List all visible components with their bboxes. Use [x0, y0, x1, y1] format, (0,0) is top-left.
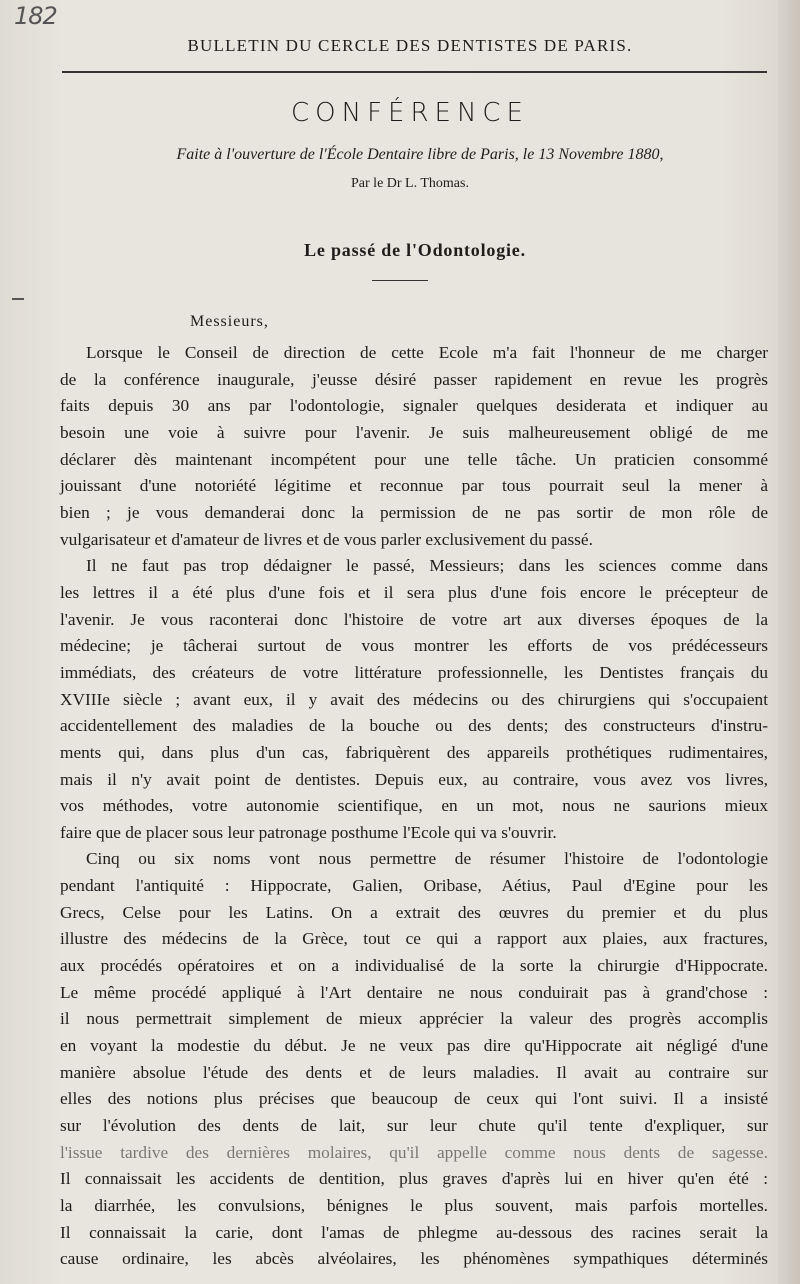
text-line: cause ordinaire, les abcès alvéolaires, les phénomènes sympathiques déterminés: [60, 1249, 768, 1269]
text-line: faire que de placer sous leur patronage posthume l'Ecole qui va s'ouvrir.: [60, 822, 557, 842]
conference-subtitle: Faite à l'ouverture de l'École Dentaire libre de Paris, le 13 Novembre 1880,: [176, 146, 664, 163]
text-line: Le même procédé appliqué à l'Art dentaire ne nous conduirait pas à grand'chose :: [60, 982, 768, 1002]
text-line: la diarrhée, les convulsions, bénignes le plus souvent, mais parfois mortelles.: [60, 1196, 768, 1215]
text-line: pendant l'antiquité : Hippocrate, Galien, Oribase, Aétius, Paul d'Egine pour les: [60, 876, 768, 896]
text-line: mais il n'y avait point de dentistes. Depuis eux, au contraire, vous avez vos livres,: [60, 769, 768, 789]
bulletin-header: BULLETIN DU CERCLE DES DENTISTES DE PARIS.: [187, 36, 633, 55]
text-line: jouissant d'une notoriété légitime et reconnue par tous pourrait seul la mener à: [60, 476, 768, 496]
text-line: l'avenir. Je vous raconterai donc l'histoire de votre art aux diverses époques de la: [60, 609, 768, 629]
text-line: vulgarisateur et d'amateur de livres et de vous parler exclusivement du passé.: [60, 529, 593, 549]
text-line: déclarer dès maintenant incompétent pour une telle tâche. Un praticien consommé: [60, 449, 768, 469]
text-line: XVIIIe siècle ; avant eux, il y avait des médecins ou des chirurgiens qui s'occupaient: [60, 689, 768, 709]
header-rule: [62, 71, 767, 73]
author-line: Par le Dr L. Thomas.: [351, 176, 469, 191]
text-line: manière absolue l'étude des dents et de leurs maladies. Il avait au contraire sur: [60, 1062, 768, 1082]
text-line: aux procédés opératoires et on a individualisé de la sorte la chirurgie d'Hippocrate.: [60, 956, 768, 976]
text-line: immédiats, des créateurs de votre littérature professionnelle, les Dentistes français du: [60, 662, 768, 682]
text-line: Il connaissait la carie, dont l'amas de phlegme au-dessous des racines serait la: [60, 1222, 768, 1242]
text-line: sur l'évolution des dents de lait, sur leur chute qu'il tente d'expliquer, sur: [60, 1116, 768, 1136]
text-line: bien ; je vous demanderai donc la permission de ne pas sortir de mon rôle de: [60, 502, 768, 522]
text-line: illustre des médecins de la Grèce, tout ce qui a rapport aux plaies, aux fractures,: [60, 929, 768, 949]
text-line: Grecs, Celse pour les Latins. On a extrait des œuvres du premier et du plus: [60, 902, 768, 922]
conference-title: CONFÉRENCE: [291, 98, 529, 128]
text-line: besoin une voie à suivre pour l'avenir. Je suis malheureusement obligé de me: [60, 422, 768, 442]
salutation: Messieurs,: [190, 313, 269, 330]
text-line: accidentellement des maladies de la bouche ou des dents; des constructeurs d'instru-: [60, 716, 768, 736]
text-line: médecine; je tâcherai surtout de vous montrer les efforts de vos prédécesseurs: [60, 636, 768, 656]
text-line: les lettres il a été plus d'une fois et il sera plus d'une fois encore le précepteur de: [60, 582, 768, 602]
text-line: l'issue tardive des dernières molaires, qu'il appelle comme nous dents de sagesse.: [60, 1142, 768, 1162]
text-line: de la conférence inaugurale, j'eusse désiré passer rapidement en revue les progrès: [60, 369, 768, 389]
text-line: Il ne faut pas trop dédaigner le passé, Messieurs; dans les sciences comme dans: [86, 556, 768, 576]
text-line: Cinq ou six noms vont nous permettre de résumer l'histoire de l'odontologie: [86, 849, 768, 869]
text-line: en voyant la modestie du début. Je ne veux pas dire qu'Hippocrate ait négligé d'une: [60, 1036, 768, 1056]
text-line: Il connaissait les accidents de dentition, plus graves d'après lui en hiver qu'en été :: [60, 1169, 768, 1189]
text-line: vos méthodes, votre autonomie scientifique, en un mot, nous ne saurions mieux: [60, 796, 768, 816]
body-text: [60, 340, 768, 1273]
text-line: faits depuis 30 ans par l'odontologie, signaler quelques desiderata et indiquer au: [60, 396, 768, 416]
page-edge: [778, 0, 800, 1284]
text-line: elles des notions plus précises que beaucoup de ceux qui l'ont suivi. Il a insisté: [60, 1089, 768, 1109]
margin-mark: [12, 298, 24, 300]
section-rule: [372, 280, 428, 281]
text-line: ments qui, dans plus d'un cas, fabriquèrent des appareils prothétiques rudimentaires,: [60, 742, 768, 762]
text-line: il nous permettrait simplement de mieux apprécier la valeur des progrès accomplis: [60, 1009, 768, 1029]
section-title: Le passé de l'Odontologie.: [304, 240, 526, 260]
text-line: Lorsque le Conseil de direction de cette Ecole m'a fait l'honneur de me charger: [86, 343, 768, 362]
page-number: 182: [14, 2, 57, 30]
